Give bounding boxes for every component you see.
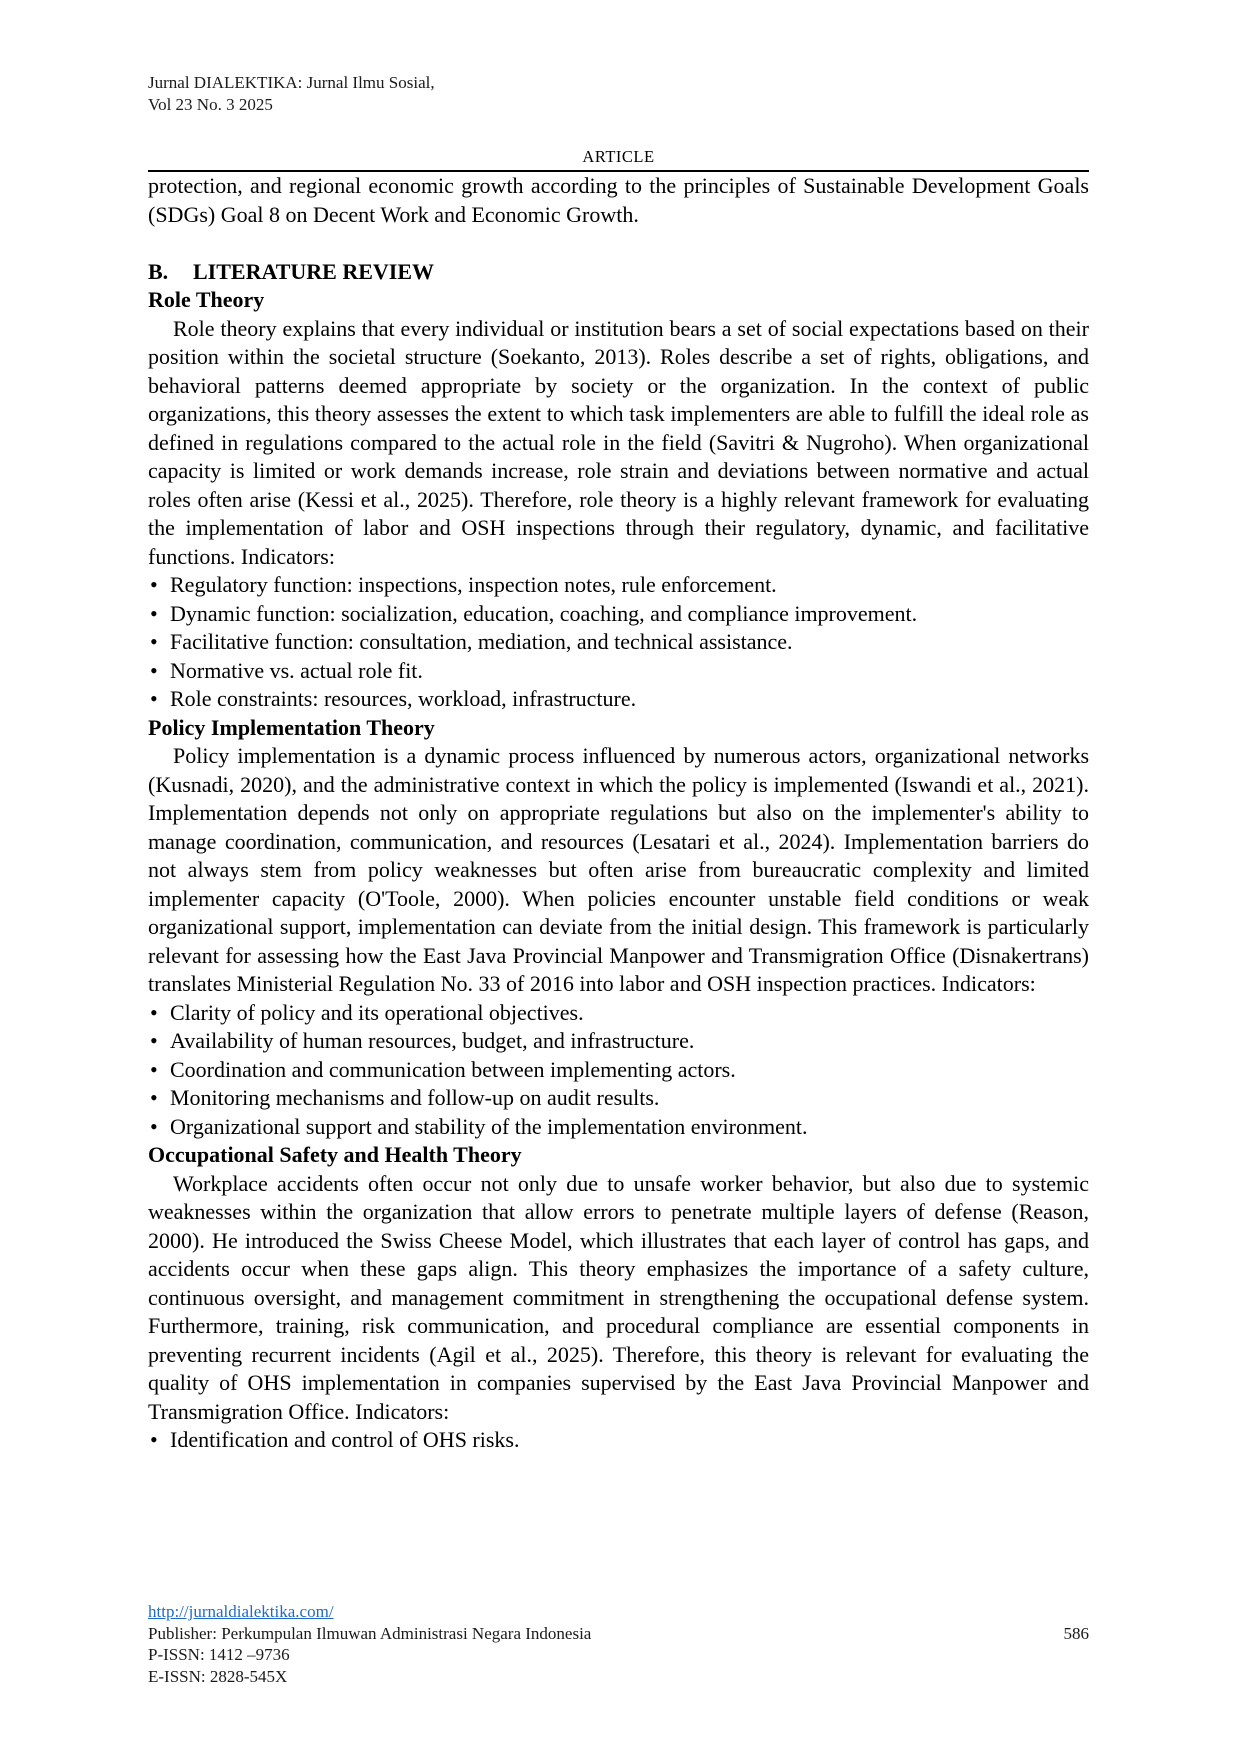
subsection-title: Policy Implementation Theory — [148, 714, 435, 740]
list-item: • Coordination and communication between implementing actors. — [148, 1056, 1089, 1085]
section-title: LITERATURE REVIEW — [193, 258, 435, 284]
section-heading-literature-review — [148, 258, 1089, 287]
list-item: • Regulatory function: inspections, inspection notes, rule enforcement. — [148, 571, 1089, 600]
page-content — [148, 72, 1089, 1455]
subsection-title: Role Theory — [148, 287, 265, 312]
page-number: 586 — [1063, 1623, 1089, 1643]
article-type-label: ARTICLE — [582, 147, 655, 166]
subsection-paragraph: Workplace accidents often occur not only due to unsafe worker behavior, but also due to systemic weaknesses within the organization that allow errors to penetrate multiple layers of defense (Reason, 2000). He introduced the Swiss Cheese Model, which illustrates that each layer of control has gaps, and accidents occur when these gaps align. This theory emphasizes the importance of a safety culture, continuous oversight, and management commitment in strengthening the occupational defense system. Furthermore, training, risk communication, and procedural compliance are essential components in preventing recurrent incidents (Agil et al., 2025). Therefore, this theory is relevant for evaluating the quality of OHS implementation in companies supervised by the East Java Provincial Manpower and Transmigration Office. Indicators: — [148, 1170, 1089, 1424]
article-body — [148, 172, 1089, 1455]
page-footer — [148, 1601, 1089, 1687]
subsection-policy-implementation-theory — [148, 714, 1089, 1142]
subsection-role-theory — [148, 286, 1089, 714]
journal-url-link[interactable]: http://jurnaldialektika.com/ — [148, 1602, 334, 1621]
subsection-paragraph: Policy implementation is a dynamic process influenced by numerous actors, organizational networks (Kusnadi, 2020), and the administrative context in which the policy is implemented (Iswandi et al., 2021). Implementation depends not only on appropriate regulations but also on the implementer's ability to manage coordination, communication, and resources (Lesatari et al., 2024). Implementation barriers do not always stem from policy weaknesses but often arise from bureaucratic complexity and limited implementer capacity (O'Toole, 2000). When policies encounter unstable field conditions or weak organizational support, implementation can deviate from the initial design. This framework is particularly relevant for assessing how the East Java Provincial Manpower and Transmigration Office (Disnakertrans) translates Ministerial Regulation No. 33 of 2016 into labor and OSH inspection practices. Indicators: — [148, 743, 1089, 996]
list-item: • Dynamic function: socialization, education, coaching, and compliance improvement. — [148, 600, 1089, 629]
policy-implementation-indicators — [148, 999, 1089, 1142]
running-head — [148, 72, 1089, 116]
p-issn-line: P-ISSN: 1412 –9736 — [148, 1645, 290, 1664]
list-item: • Clarity of policy and its operational objectives. — [148, 999, 1089, 1028]
list-item: • Facilitative function: consultation, mediation, and technical assistance. — [148, 628, 1089, 657]
list-item: • Organizational support and stability of the implementation environment. — [148, 1113, 1089, 1142]
subsection-paragraph: Role theory explains that every individual or institution bears a set of social expectations based on their position within the societal structure (Soekanto, 2013). Roles describe a set of rights, obligations, and behavioral patterns deemed appropriate by society or the organization. In the context of public organizations, this theory assesses the extent to which task implementers are able to fulfill the ideal role as defined in regulations compared to the actual role in the field (Savitri & Nugroho). When organizational capacity is limited or work demands increase, role strain and deviations between normative and actual roles often arise (Kessi et al., 2025). Therefore, role theory is a highly relevant framework for evaluating the implementation of labor and OSH inspections through their regulatory, dynamic, and facilitative functions. Indicators: — [148, 315, 1089, 569]
list-item: • Identification and control of OHS risks. — [148, 1426, 1089, 1455]
subsection-osh-theory — [148, 1141, 1089, 1455]
osh-indicators — [148, 1426, 1089, 1455]
list-item: • Monitoring mechanisms and follow-up on audit results. — [148, 1084, 1089, 1113]
continued-paragraph: protection, and regional economic growth according to the principles of Sustainable Development Goals (SDGs) Goal 8 on Decent Work and Economic Growth. — [148, 173, 1089, 227]
section-label: B. — [148, 258, 169, 284]
role-theory-indicators — [148, 571, 1089, 714]
e-issn-line: E-ISSN: 2828-545X — [148, 1666, 288, 1686]
journal-volume: Vol 23 No. 3 2025 — [148, 95, 273, 114]
subsection-title: Occupational Safety and Health Theory — [148, 1142, 522, 1167]
list-item: • Role constraints: resources, workload, infrastructure. — [148, 685, 1089, 714]
publisher-line: Publisher: Perkumpulan Ilmuwan Administrasi Negara Indonesia — [148, 1623, 592, 1643]
list-item: • Availability of human resources, budget, and infrastructure. — [148, 1027, 1089, 1056]
list-item: • Normative vs. actual role fit. — [148, 657, 1089, 686]
journal-url-line — [148, 1601, 1089, 1623]
journal-title: Jurnal DIALEKTIKA: Jurnal Ilmu Sosial, — [148, 73, 435, 92]
